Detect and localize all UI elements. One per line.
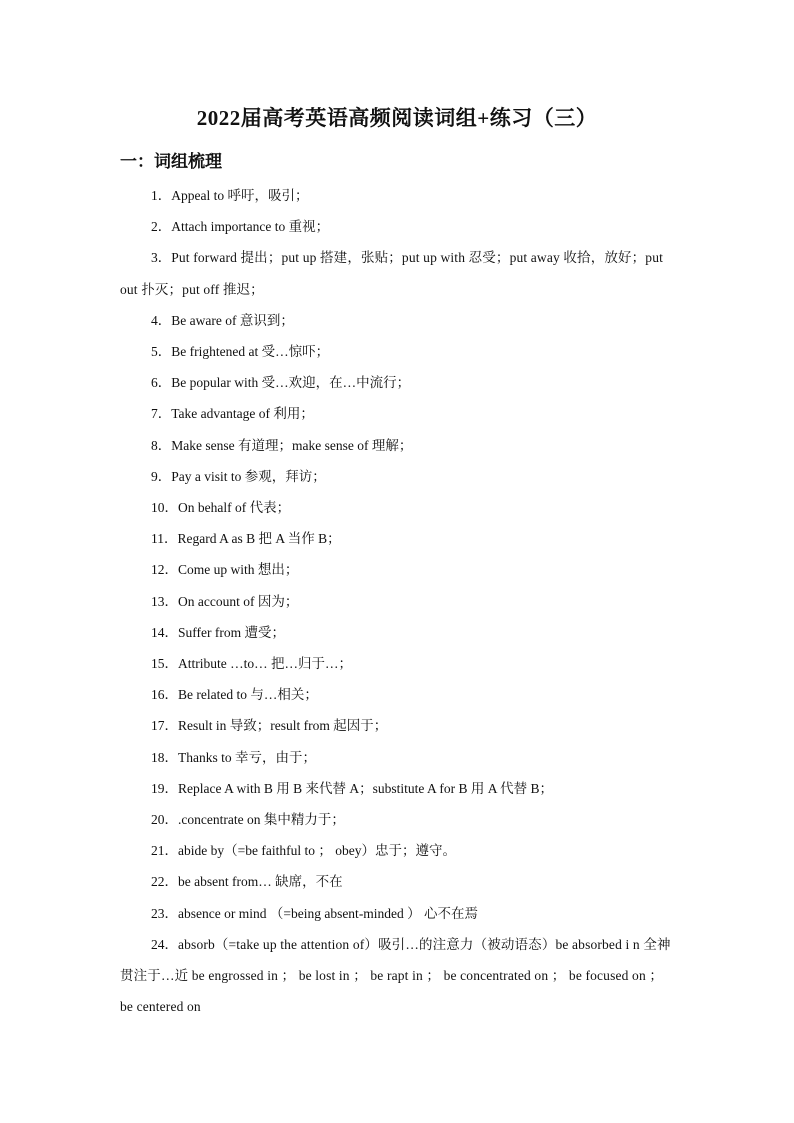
item-text: Be related to 与…相关； xyxy=(178,687,318,703)
item-number: 4． xyxy=(151,312,172,328)
list-item xyxy=(120,336,676,367)
list-item xyxy=(120,866,676,897)
item-number: 9． xyxy=(151,468,172,484)
item-number: 8． xyxy=(151,437,172,453)
item-number: 12． xyxy=(151,562,178,578)
item-number: 13． xyxy=(151,593,178,609)
item-text: abide by（=be faithful to ； obey）忠于；遵守。 xyxy=(178,843,456,859)
list-item xyxy=(120,430,676,461)
item-text: Come up with 想出； xyxy=(178,562,299,578)
item-text: Take advantage of 利用； xyxy=(171,406,314,422)
item-number: 23． xyxy=(151,905,178,921)
item-text: On account of 因为； xyxy=(178,593,299,609)
list-item xyxy=(120,180,676,211)
item-text: Attach importance to 重视； xyxy=(171,219,330,235)
list-item xyxy=(120,461,676,492)
item-text: Appeal to 呼吁，吸引； xyxy=(171,188,309,203)
list-item xyxy=(120,773,676,804)
list-item xyxy=(120,898,676,929)
item-number: 21． xyxy=(151,843,178,859)
item-number: 19． xyxy=(151,780,178,796)
list-item xyxy=(120,367,676,398)
list-item xyxy=(120,648,676,679)
item-text: be absent from… 缺席，不在 xyxy=(178,874,343,890)
item-number: 20． xyxy=(151,812,178,828)
item-number: 16． xyxy=(151,687,178,703)
item-text: Be aware of 意识到； xyxy=(171,312,294,328)
item-number: 3． xyxy=(151,250,172,266)
item-text: absence or mind （=being absent-minded ） 心不在焉 xyxy=(178,905,479,921)
item-number: 5． xyxy=(151,344,172,360)
item-text: Be frightened at 受…惊吓； xyxy=(171,344,330,360)
item-number: 15． xyxy=(151,656,178,672)
item-text: Suffer from 遭受； xyxy=(178,624,285,640)
item-number: 2． xyxy=(151,219,172,235)
item-number: 1． xyxy=(151,188,172,203)
phrase-list xyxy=(120,180,676,1022)
list-item xyxy=(120,679,676,710)
list-item xyxy=(120,835,676,866)
list-item xyxy=(120,617,676,648)
item-number: 7． xyxy=(151,406,172,422)
list-item xyxy=(120,586,676,617)
item-number: 11． xyxy=(151,531,178,547)
list-item xyxy=(120,242,676,304)
item-text: On behalf of 代表； xyxy=(178,500,291,516)
item-text: Make sense 有道理；make sense of 理解； xyxy=(171,437,413,453)
item-text: Be popular with 受…欢迎，在…中流行； xyxy=(171,375,411,391)
list-item xyxy=(120,710,676,741)
list-item xyxy=(120,398,676,429)
item-number: 10． xyxy=(151,500,178,516)
item-text: Regard A as B 把 A 当作 B； xyxy=(177,531,341,547)
item-text: .concentrate on 集中精力于； xyxy=(178,812,345,828)
item-number: 18． xyxy=(151,749,178,765)
item-number: 14． xyxy=(151,624,178,640)
list-item xyxy=(120,523,676,554)
item-text: absorb（=take up the attention of）吸引…的注意力（被动语态）be absorbed i n 全神贯注于…近 be engrossed in ； be lost in ； be rapt in ； be concentrated on ； be focused on ； be centered on xyxy=(120,936,671,1015)
list-item xyxy=(120,211,676,242)
list-item xyxy=(120,929,676,1023)
list-item xyxy=(120,554,676,585)
list-item xyxy=(120,305,676,336)
list-item xyxy=(120,742,676,773)
item-text: Put forward 提出；put up 搭建，张贴；put up with 忍受；put away 收拾，放好；put out 扑灭；put off 推迟； xyxy=(120,250,663,297)
item-number: 22． xyxy=(151,874,178,890)
item-text: Replace A with B 用 B 来代替 A；substitute A for B 用 A 代替 B； xyxy=(178,780,554,796)
list-item xyxy=(120,804,676,835)
document-title: 2022届高考英语高频阅读词组+练习（三） xyxy=(196,106,598,130)
item-number: 17． xyxy=(151,718,178,734)
item-text: Pay a visit to 参观，拜访； xyxy=(171,468,326,484)
item-text: Attribute …to… 把…归于…； xyxy=(178,656,352,672)
item-text: Thanks to 幸亏，由于； xyxy=(178,749,316,765)
list-item xyxy=(120,492,676,523)
item-number: 6． xyxy=(151,375,172,391)
item-text: Result in 导致；result from 起因于； xyxy=(178,718,388,734)
section-heading: 一：词组梳理 xyxy=(120,152,222,171)
item-number: 24． xyxy=(151,936,178,952)
